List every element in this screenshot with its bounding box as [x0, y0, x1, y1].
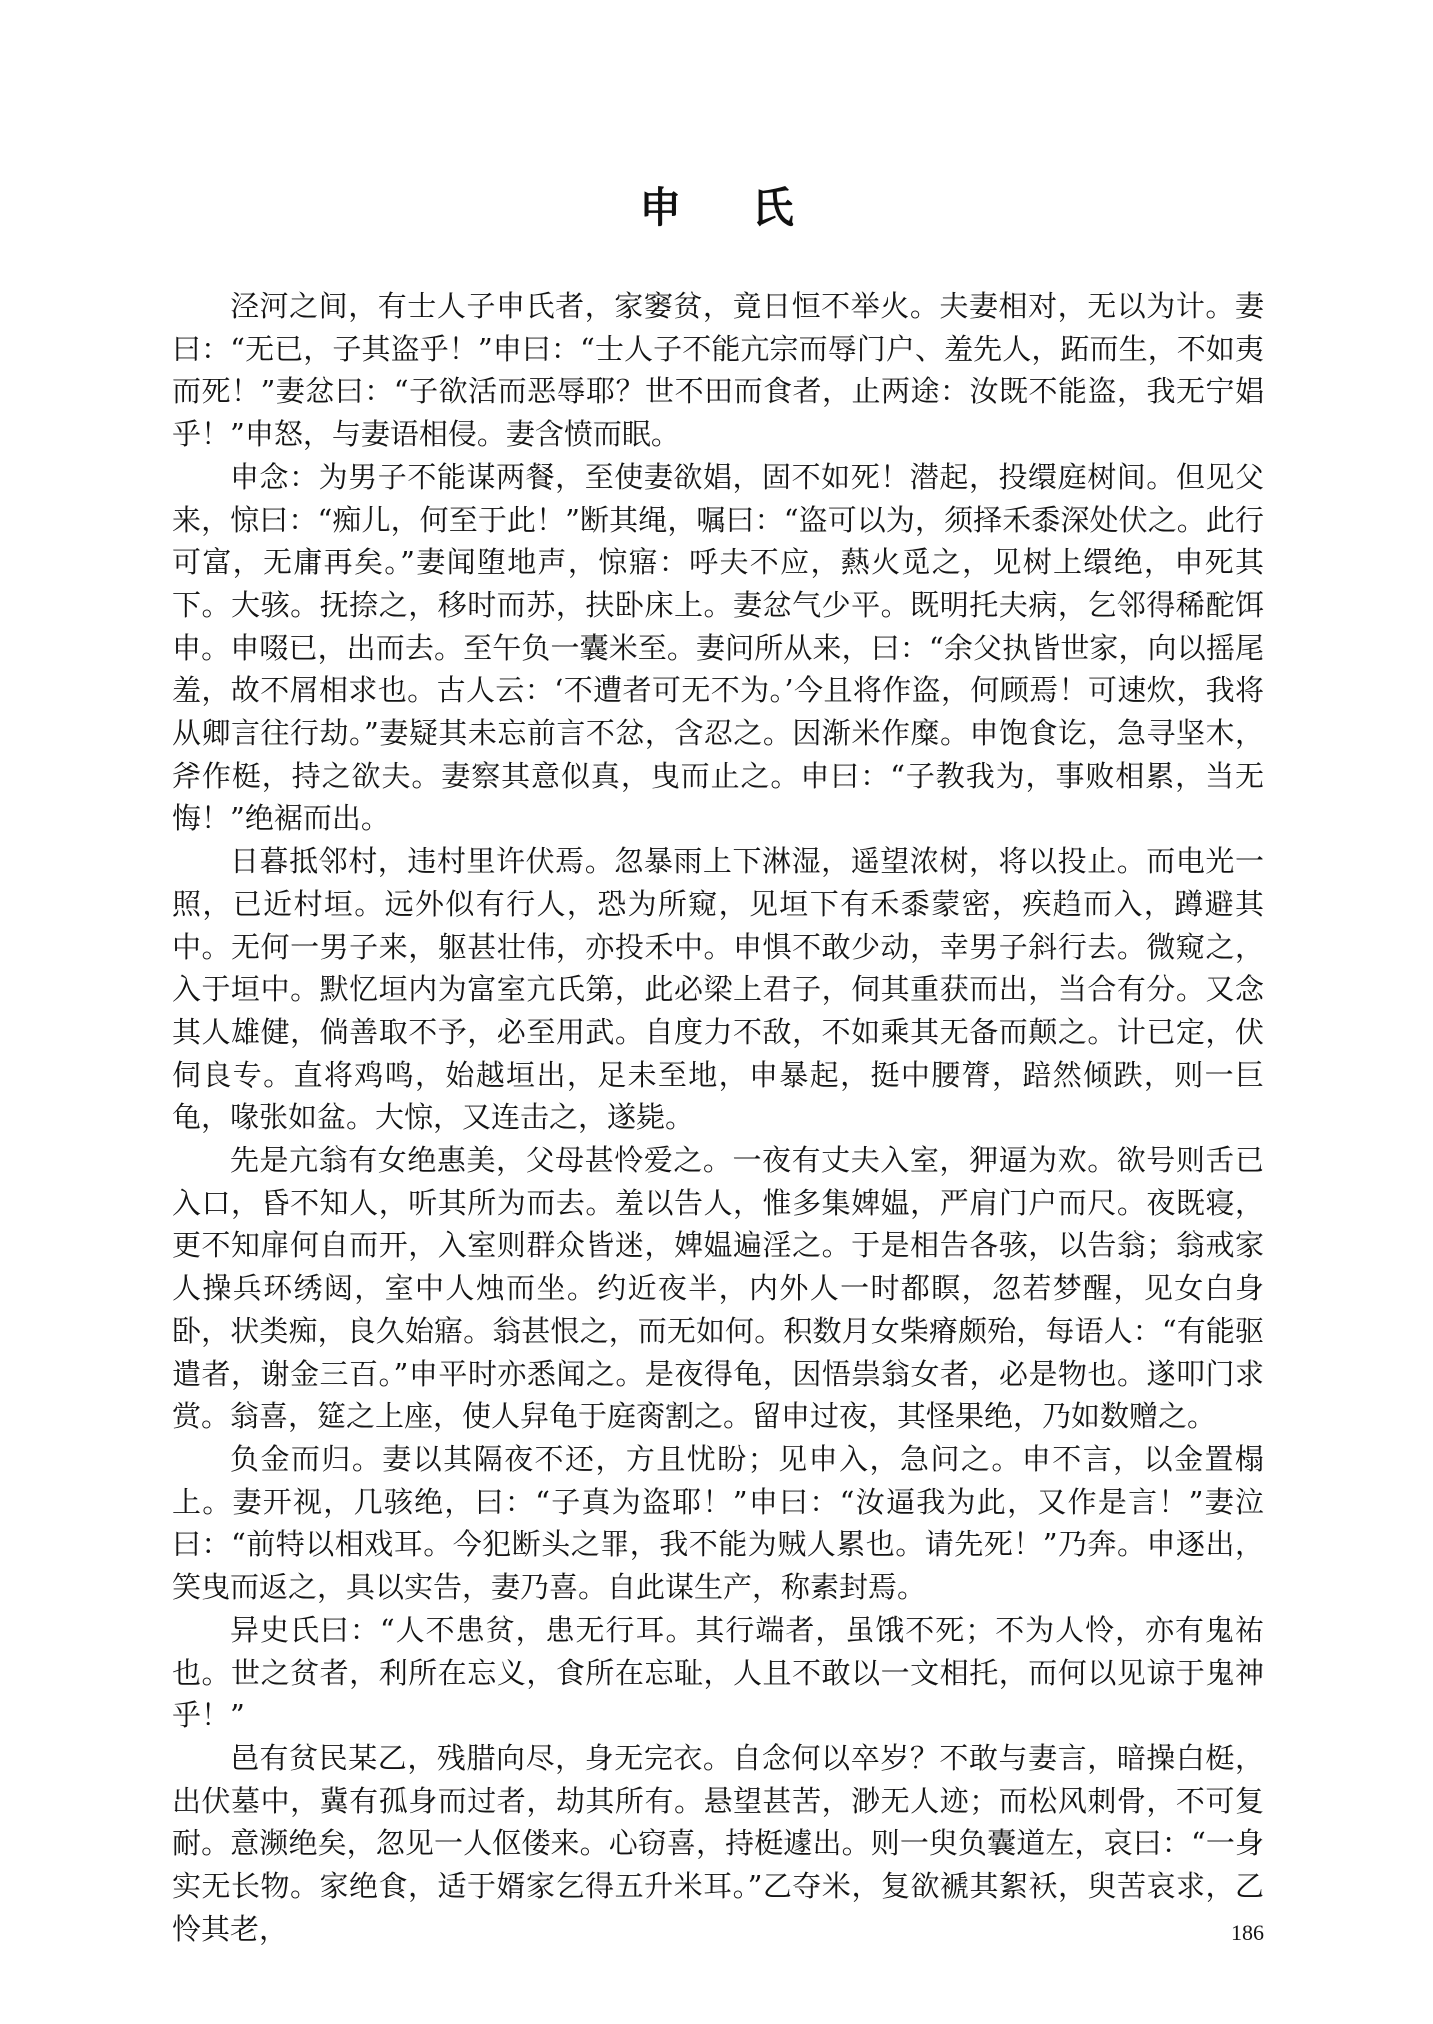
paragraph: 申念：为男子不能谋两餐，至使妻欲娼，固不如死！潜起，投缳庭树间。但见父来，惊曰：“痴儿，何至于此！”断其绳，嘱曰：“盗可以为，须择禾黍深处伏之。此行可富，无庸再矣。”妻闻堕地声，惊寤：呼夫不应，爇火觅之，见树上缳绝，申死其下。大骇。抚捺之，移时而苏，扶卧床上。妻忿气少平。既明托夫病，乞邻得稀酡饵申。申啜已，出而去。至午负一囊米至。妻问所从来，曰：“余父执皆世家，向以摇尾羞，故不屑相求也。古人云：‘不遭者可无不为。’今且将作盗，何顾焉！可速炊，我将从卿言往行劫。”妻疑其未忘前言不忿，含忍之。因渐米作糜。申饱食讫，急寻坚木，斧作梃，持之欲夫。妻察其意似真，曳而止之。申曰：“子教我为，事败相累，当无悔！”绝裾而出。 [172, 459, 1264, 836]
paragraph: 泾河之间，有士人子申氏者，家窭贫，竟日恒不举火。夫妻相对，无以为计。妻曰：“无已，子其盗乎！”申曰：“士人子不能亢宗而辱门户、羞先人，跖而生，不如夷而死！”妻忿曰：“子欲活而恶辱耶？世不田而食者，止两途：汝既不能盗，我无宁娼乎！”申怒，与妻语相侵。妻含愤而眠。 [172, 289, 1264, 452]
body-text [172, 285, 1264, 1950]
paragraph: 邑有贫民某乙，残腊向尽，身无完衣。自念何以卒岁？不敢与妻言，暗操白梃，出伏墓中，冀有孤身而过者，劫其所有。悬望甚苦，渺无人迹；而松风刺骨，不可复耐。意濒绝矣，忽见一人伛偻来。心窃喜，持梃遽出。则一臾负囊道左，哀曰：“一身实无长物。家绝食，适于婿家乞得五升米耳。”乙夺米，复欲褫其絮袄，臾苦哀求，乙怜其老， [172, 1740, 1264, 1946]
paragraph: 日暮抵邻村，违村里许伏焉。忽暴雨上下淋湿，遥望浓树，将以投止。而电光一照，已近村垣。远外似有行人，恐为所窥，见垣下有禾黍蒙密，疾趋而入，蹲避其中。无何一男子来，躯甚壮伟，亦投禾中。申惧不敢少动，幸男子斜行去。微窥之，入于垣中。默忆垣内为富室亢氏第，此必梁上君子，伺其重获而出，当合有分。又念其人雄健，倘善取不予，必至用武。自度力不敌，不如乘其无备而颠之。计已定，伏伺良专。直将鸡鸣，始越垣出，足未至地，申暴起，挺中腰膂，踣然倾跌，则一巨龟，喙张如盆。大惊，又连击之，遂毙。 [172, 844, 1264, 1135]
paragraph: 异史氏曰：“人不患贫，患无行耳。其行端者，虽饿不死；不为人怜，亦有鬼祐也。世之贫者，利所在忘义，食所在忘耻，人且不敢以一文相托，而何以见谅于鬼神乎！” [172, 1612, 1264, 1733]
paragraph: 先是亢翁有女绝惠美，父母甚怜爱之。一夜有丈夫入室，狎逼为欢。欲号则舌已入口，昏不知人，听其所为而去。羞以告人，惟多集婢媪，严肩门户而尺。夜既寝，更不知扉何自而开，入室则群众皆迷，婢媪遍淫之。于是相告各骇，以告翁；翁戒家人操兵环绣闼，室中人烛而坐。约近夜半，内外人一时都瞑，忽若梦醒，见女白身卧，状类痴，良久始寤。翁甚恨之，而无如何。积数月女柴瘠颇殆，每语人：“有能驱遣者，谢金三百。”申平时亦悉闻之。是夜得龟，因悟祟翁女者，必是物也。遂叩门求赏。翁喜，筵之上座，使人舁龟于庭脔割之。留申过夜，其怪果绝，乃如数赠之。 [172, 1143, 1264, 1434]
page-title: 申 氏 [639, 183, 822, 232]
paragraph: 负金而归。妻以其隔夜不还，方且忧盼；见申入，急问之。申不言，以金置榻上。妻开视，几骇绝，曰：“子真为盗耶！”申曰：“汝逼我为此，又作是言！”妻泣曰：“前特以相戏耳。今犯断头之罪，我不能为贼人累也。请先死！”乃奔。申逐出，笑曳而返之，具以实告，妻乃喜。自此谋生产，称素封焉。 [172, 1441, 1264, 1605]
page-number: 186 [1231, 1920, 1264, 1945]
